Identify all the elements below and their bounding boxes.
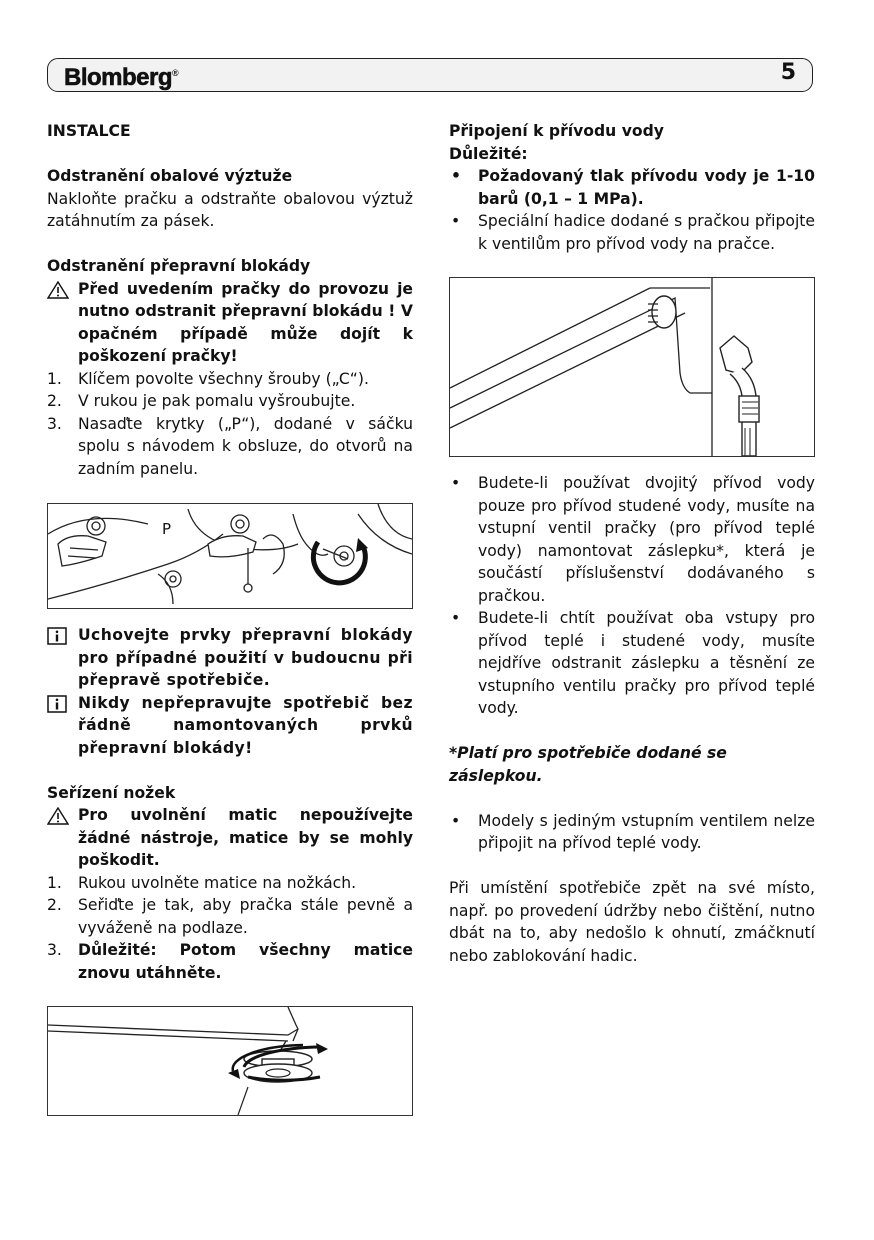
right-column [449, 120, 815, 967]
page-number: 5 [780, 60, 796, 85]
water-supply-heading: Připojení k přívodu vody [449, 122, 664, 140]
transport-lock-heading: Odstranění přepravní blokády [47, 257, 311, 275]
cap-note: *Platí pro spotřebiče dodané se záslepkou. [449, 744, 727, 785]
warning-icon [47, 281, 69, 299]
info-note-transport: Nikdy nepřepravujte spotřebič bez řádně namontovaných prvků přepravní blokády! [47, 692, 413, 760]
transport-lock-figure [47, 503, 413, 609]
info-icon [47, 627, 67, 645]
section-title: INSTALCE [47, 122, 131, 140]
brand-logo: Blomberg® [64, 64, 179, 91]
feet-adjust-figure [47, 1006, 413, 1116]
list-item: 2. Seřiďte je tak, aby pračka stále pevně a vyváženě na podlaze. [47, 896, 413, 937]
closing-paragraph: Při umístění spotřebiče zpět na své místo, např. po provedení údržby nebo čištění, nutno dbát na to, aby nedošlo k ohnutí, zmáčknutí nebo zablokování hadic. [449, 879, 815, 965]
water-inlet-illustration [450, 278, 814, 456]
list-item: 2. V rukou je pak pomalu vyšroubujte. [47, 392, 356, 410]
list-item: 3. Důležité: Potom všechny matice znovu utáhněte. [47, 941, 413, 982]
info-note-keep: Uchovejte prvky přepravní blokády pro případné použití v budoucnu při přepravě spotřebiče. [47, 624, 413, 692]
feet-adjust-heading: Seřízení nožek [47, 783, 176, 802]
left-column [47, 120, 413, 1116]
list-item: • Budete-li chtít používat oba vstupy pro přívod teplé i studené vody, musíte nejdříve odstranit záslepku a těsnění ze vstupního ventilu pračky pro přívod teplé vody. [451, 609, 815, 717]
list-item: • Modely s jediným vstupním ventilem nelze připojit na přívod teplé vody. [451, 811, 815, 852]
transport-lock-illustration [48, 504, 412, 608]
list-item: 1. Rukou uvolněte matice na nožkách. [47, 873, 357, 892]
water-inlet-figure [449, 277, 815, 457]
feet-adjust-warning: Pro uvolnění matic nepoužívejte žádné nástroje, matice by se mohly poškodit. [47, 804, 413, 872]
double-inlet-notes [449, 472, 815, 720]
list-item: 3. Nasaďte krytky („P“), dodané v sáčku spolu s návodem k obsluze, do otvorů na zadním panelu. [47, 414, 413, 478]
water-supply-requirements [449, 165, 815, 255]
list-item: • Speciální hadice dodané s pračkou připojte k ventilům pro přívod vody na pračce. [451, 212, 815, 253]
transport-lock-warning: Před uvedením pračky do provozu je nutno odstranit přepravní blokádu ! V opačném případě může dojít k poškození pračky! [47, 278, 413, 368]
info-icon [47, 695, 67, 713]
warning-icon [47, 807, 69, 825]
important-label: Důležité: [449, 144, 528, 163]
single-inlet-note [449, 810, 815, 855]
transport-lock-steps [47, 368, 413, 481]
list-item: 1. Klíčem povolte všechny šrouby („C“). [47, 369, 369, 388]
figure-label-p: P [162, 520, 172, 538]
packaging-heading: Odstranění obalové výztuže [47, 167, 293, 185]
list-item: • Budete-li používat dvojitý přívod vody pouze pro přívod studené vody, musíte na vstupní ventil pračky (pro přívod teplé vody) namontovat záslepku*, která je součástí příslušenství dodávaného s pračkou. [451, 474, 815, 605]
list-item: • Požadovaný tlak přívodu vody je 1-10 barů (0,1 – 1 MPa). [451, 167, 815, 208]
feet-adjust-illustration [48, 1007, 412, 1115]
page-header [47, 58, 813, 92]
feet-adjust-steps [47, 872, 413, 985]
packaging-text: Nakloňte pračku a odstraňte obalovou výztuž zatáhnutím za pásek. [47, 189, 413, 230]
